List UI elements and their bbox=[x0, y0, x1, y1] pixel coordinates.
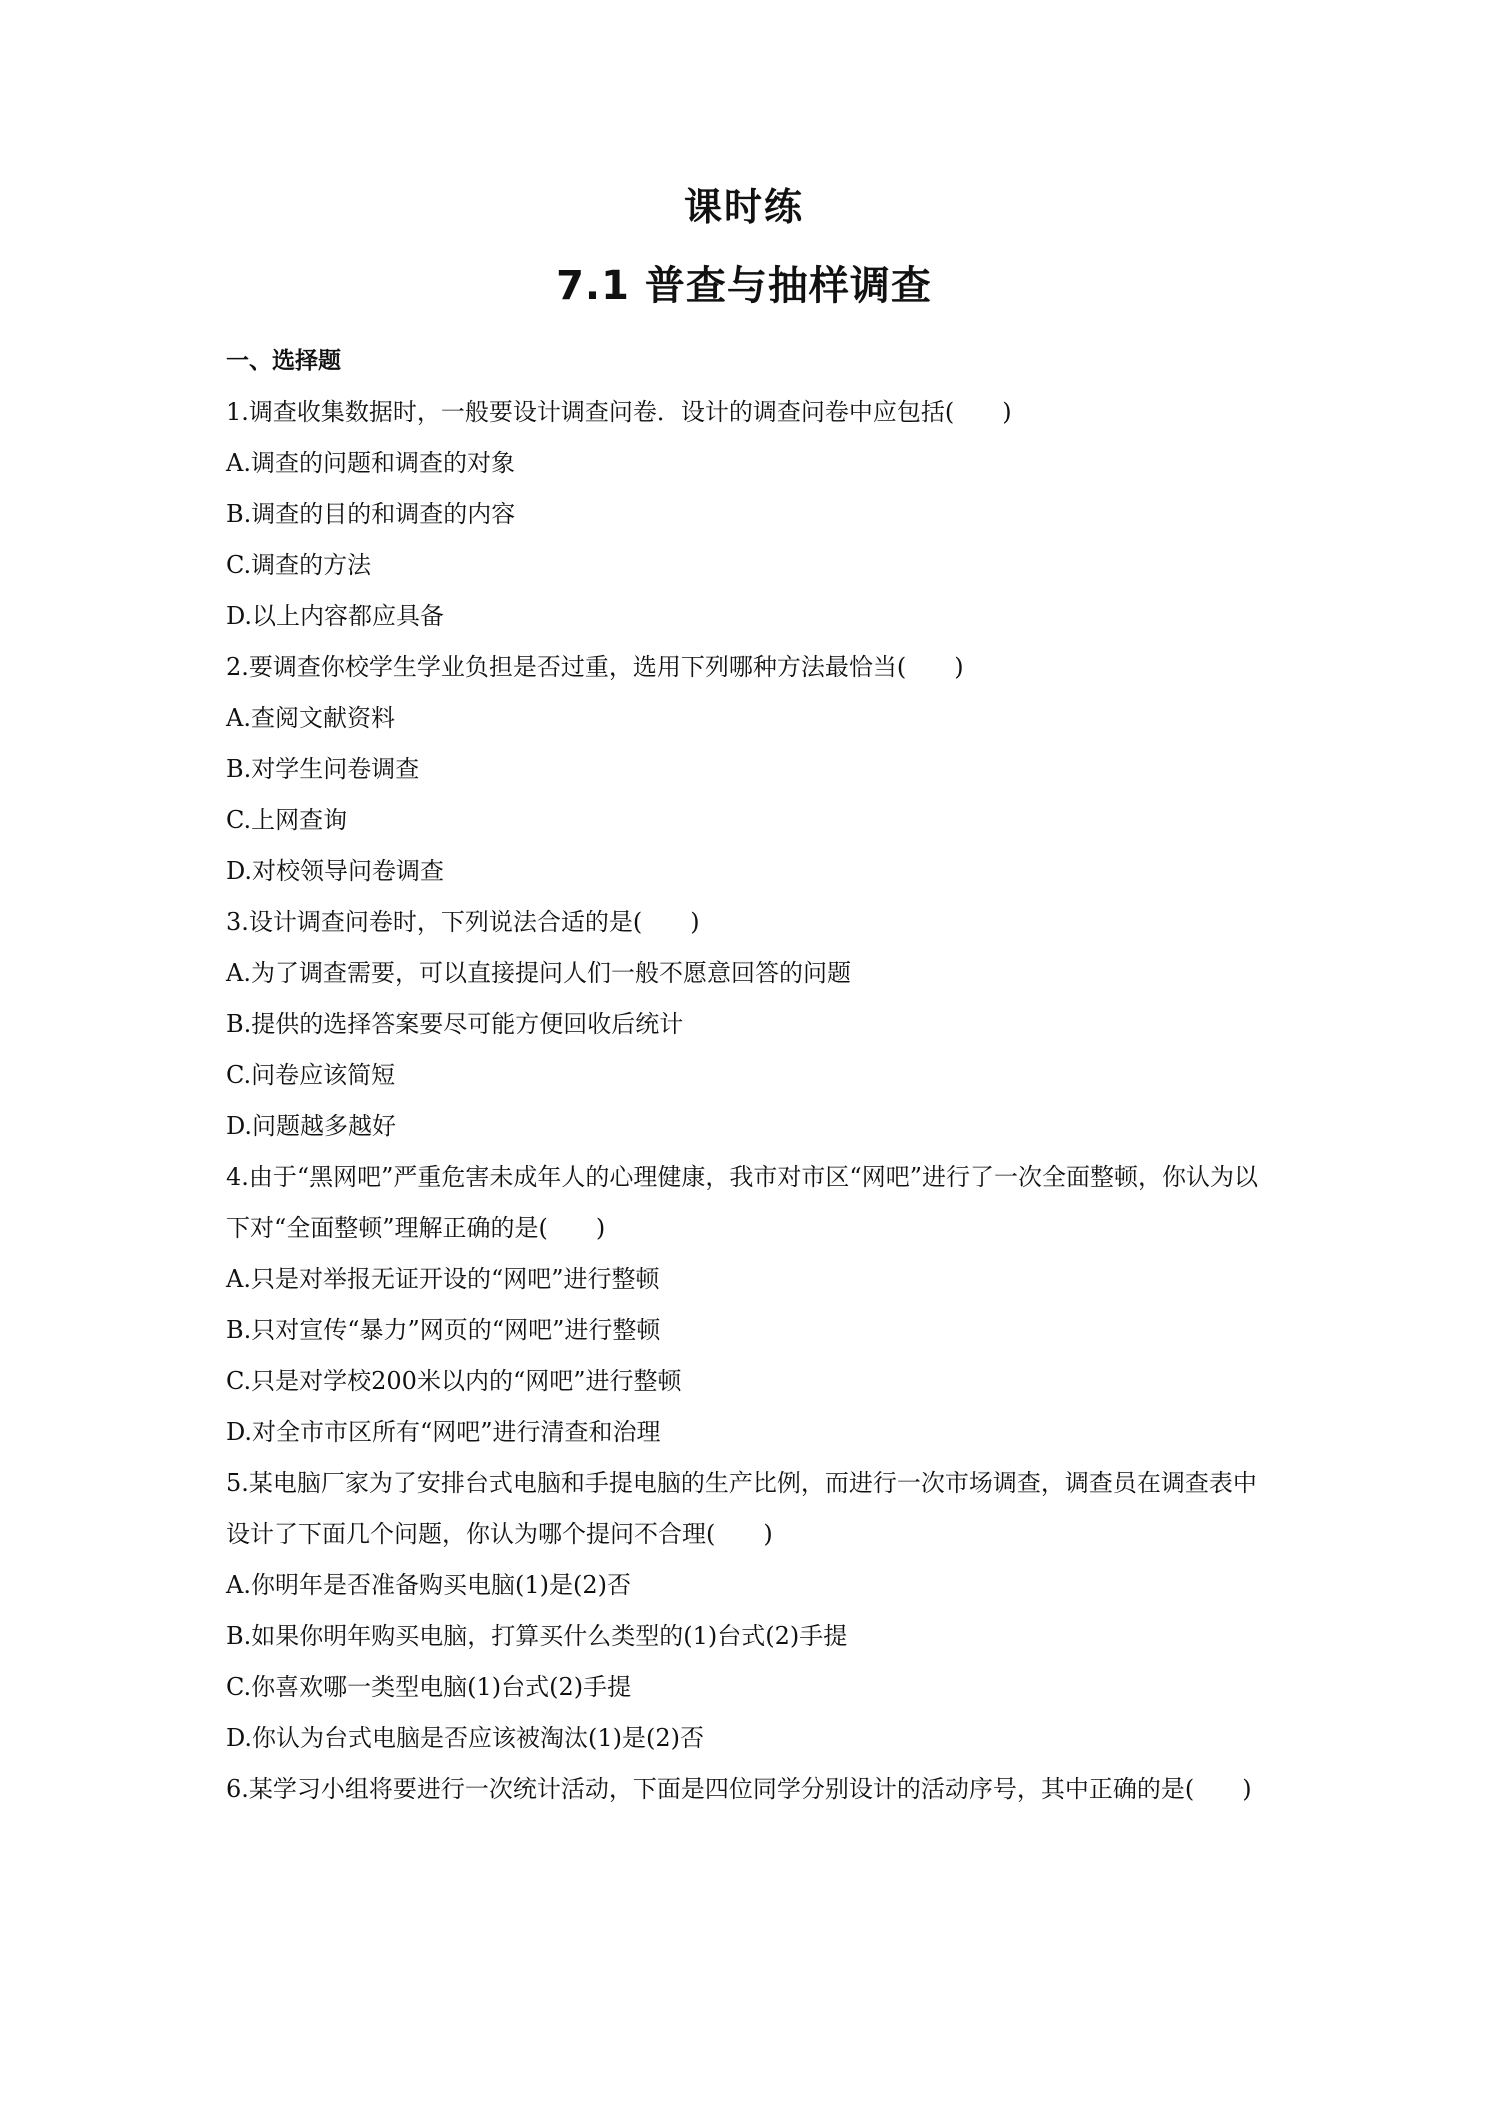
question-3-stem: 3.设计调查问卷时，下列说法合适的是( ) bbox=[226, 908, 700, 936]
question-4-option-a: A.只是对举报无证开设的“网吧”进行整顿 bbox=[226, 1265, 660, 1293]
question-6-stem: 6.某学习小组将要进行一次统计活动，下面是四位同学分别设计的活动序号，其中正确的是( ) bbox=[226, 1775, 1252, 1803]
question-5-option-c: C.你喜欢哪一类型电脑(1)台式(2)手提 bbox=[226, 1673, 632, 1701]
question-2-stem: 2.要调查你校学生学业负担是否过重，选用下列哪种方法最恰当( ) bbox=[226, 653, 964, 681]
question-3-option-c: C.问卷应该简短 bbox=[226, 1061, 396, 1089]
question-5-option-a: A.你明年是否准备购买电脑(1)是(2)否 bbox=[226, 1571, 631, 1599]
question-1-stem: 1.调查收集数据时，一般要设计调查问卷．设计的调查问卷中应包括( ) bbox=[226, 398, 1012, 426]
question-4-option-b: B.只对宣传“暴力”网页的“网吧”进行整顿 bbox=[226, 1316, 661, 1344]
lesson-title: 7.1 普查与抽样调查 bbox=[556, 263, 932, 309]
question-4-option-d: D.对全市市区所有“网吧”进行清查和治理 bbox=[226, 1418, 661, 1446]
question-3-option-b: B.提供的选择答案要尽可能方便回收后统计 bbox=[226, 1010, 684, 1038]
question-3-option-d: D.问题越多越好 bbox=[226, 1112, 397, 1140]
question-list bbox=[226, 336, 1274, 1815]
question-5-option-d: D.你认为台式电脑是否应该被淘汰(1)是(2)否 bbox=[226, 1724, 705, 1752]
question-5-option-b: B.如果你明年购买电脑，打算买什么类型的(1)台式(2)手提 bbox=[226, 1622, 848, 1650]
question-2-option-c: C.上网查询 bbox=[226, 806, 348, 834]
page-title: 课时练 bbox=[683, 185, 804, 229]
question-1-option-b: B.调查的目的和调查的内容 bbox=[226, 500, 516, 528]
question-3-option-a: A.为了调查需要，可以直接提问人们一般不愿意回答的问题 bbox=[226, 959, 851, 987]
question-5-stem: 5.某电脑厂家为了安排台式电脑和手提电脑的生产比例，而进行一次市场调查，调查员在调查表中设计了下面几个问题，你认为哪个提问不合理( ) bbox=[226, 1469, 1257, 1548]
question-2-option-b: B.对学生问卷调查 bbox=[226, 755, 420, 783]
question-1-option-a: A.调查的问题和调查的对象 bbox=[226, 449, 515, 477]
section-heading: 一、选择题 bbox=[226, 348, 341, 374]
question-2-option-d: D.对校领导问卷调查 bbox=[226, 857, 445, 885]
question-1-option-c: C.调查的方法 bbox=[226, 551, 372, 579]
question-4-option-c: C.只是对学校200米以内的“网吧”进行整顿 bbox=[226, 1367, 682, 1395]
question-2-option-a: A.查阅文献资料 bbox=[226, 704, 395, 732]
question-1-option-d: D.以上内容都应具备 bbox=[226, 602, 445, 630]
question-4-stem: 4.由于“黑网吧”严重危害未成年人的心理健康，我市对市区“网吧”进行了一次全面整顿，你认为以下对“全面整顿”理解正确的是( ) bbox=[226, 1163, 1258, 1242]
